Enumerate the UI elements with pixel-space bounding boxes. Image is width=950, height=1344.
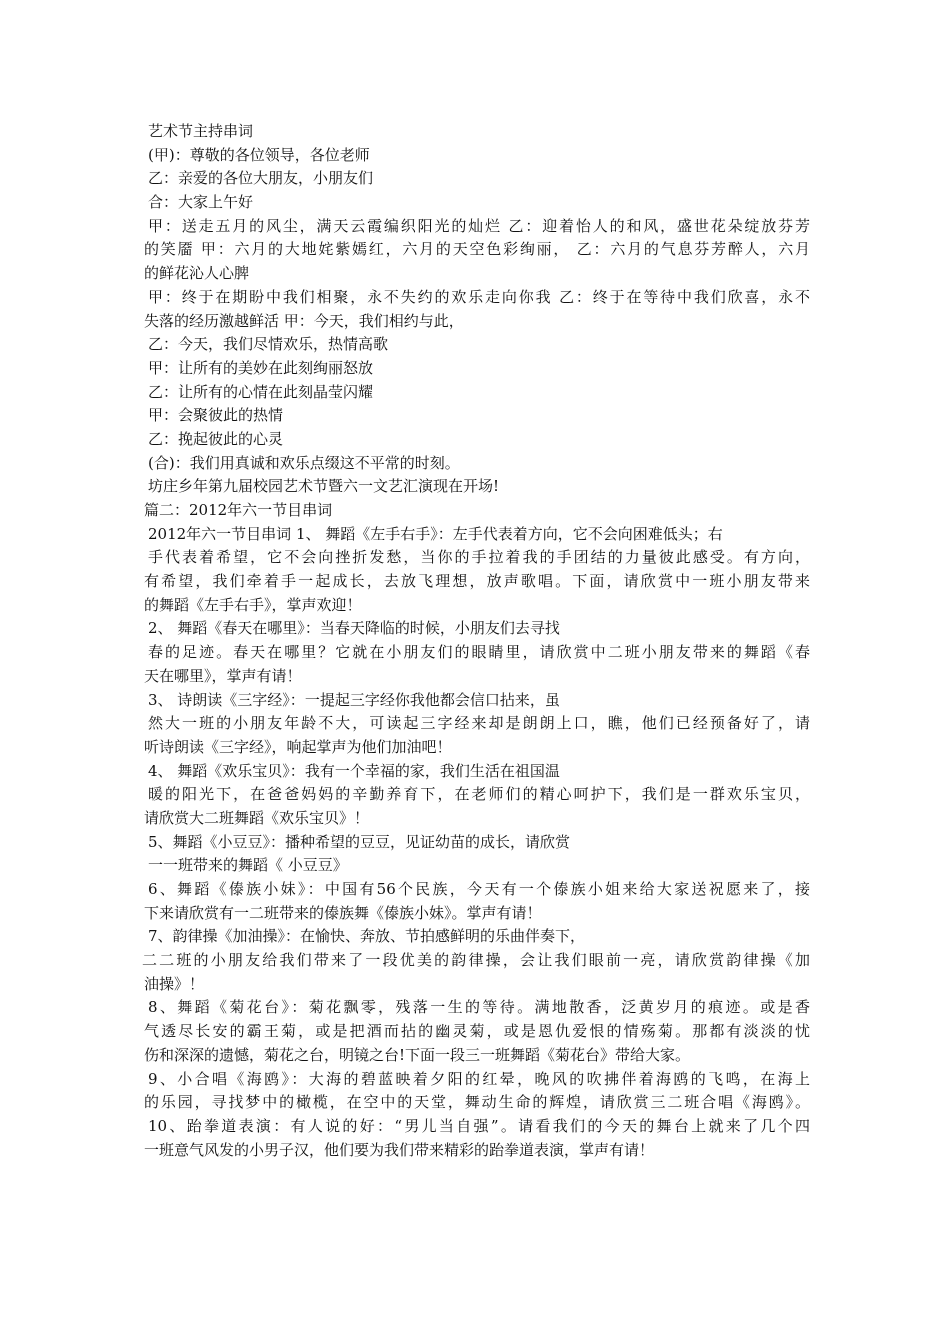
document-line: 天在哪里》，掌声有请！	[144, 666, 302, 685]
document-line: 一班意气风发的小男子汉，他们要为我们带来精彩的跆拳道表演，掌声有请！	[144, 1140, 655, 1159]
document-line: 7、韵律操《加油操》：在愉快、奔放、节拍感鲜明的乐曲伴奏下，	[148, 927, 586, 946]
document-page	[144, 120, 810, 1162]
document-line: 甲：会聚彼此的热情	[148, 406, 284, 425]
document-line: 然大一班的小朋友年龄不大，可读起三字经来却是朗朗上口，瞧，他们已经预备好了，请	[148, 714, 810, 733]
document-line: 乙：亲爱的各位大朋友，小朋友们	[148, 169, 374, 188]
document-line: 甲：让所有的美妙在此刻绚丽怒放	[148, 358, 374, 377]
document-line: 暖的阳光下，在爸爸妈妈的辛勤养育下，在老师们的精心呵护下，我们是一群欢乐宝贝，	[148, 785, 810, 804]
document-line: 2012年六一节目串词 1、 舞蹈《左手右手》：左手代表着方向，它不会向困难低头；右	[148, 524, 723, 543]
document-line: 乙：挽起彼此的心灵	[148, 429, 284, 448]
document-line: 2、 舞蹈《春天在哪里》：当春天降临的时候，小朋友们去寻找	[148, 619, 560, 638]
document-line: 有希望，我们牵着手一起成长，去放飞理想，放声歌唱。下面，请欣赏中一班小朋友带来	[144, 572, 810, 591]
document-line: 手代表着希望，它不会向挫折发愁，当你的手拉着我的手团结的力量彼此感受。有方向，	[148, 548, 810, 567]
document-line: 的乐园，寻找梦中的橄榄，在空中的天堂，舞动生命的辉煌，请欣赏三二班合唱《海鸥》。	[144, 1093, 810, 1112]
document-line: 春的足迹。春天在哪里？它就在小朋友们的眼睛里，请欣赏中二班小朋友带来的舞蹈《春	[148, 643, 810, 662]
document-line: 请欣赏大二班舞蹈《欢乐宝贝》！	[144, 808, 370, 827]
document-line: 篇二：2012年六一节目串词	[144, 501, 333, 519]
document-line: 艺术节主持串词	[148, 122, 254, 140]
document-line: 听诗朗读《三字经》，响起掌声为他们加油吧！	[144, 737, 452, 756]
document-line: 4、 舞蹈《欢乐宝贝》：我有一个幸福的家，我们生活在祖国温	[148, 761, 560, 780]
document-line: 甲：送走五月的风尘，满天云霞编织阳光的灿烂 乙：迎着怡人的和风，盛世花朵绽放芬芳	[148, 216, 810, 235]
document-line: 二二班的小朋友给我们带来了一段优美的韵律操，会让我们眼前一亮，请欣赏韵律操《加	[142, 951, 810, 970]
document-line: 伤和深深的遗憾，菊花之台，明镜之台!下面一段三一班舞蹈《菊花台》带给大家。	[144, 1045, 691, 1064]
document-line: 10、跆拳道表演：有人说的好：“男儿当自强”。请看我们的今天的舞台上就来了几个四	[148, 1116, 810, 1135]
document-line: 的笑靥 甲：六月的大地姹紫嫣红，六月的天空色彩绚丽， 乙：六月的气息芬芳醉人，六月	[144, 240, 810, 259]
document-line: 乙：今天，我们尽情欢乐，热情高歌	[148, 335, 389, 354]
document-line: 坊庄乡年第九届校园艺术节暨六一文艺汇演现在开场!	[148, 477, 500, 496]
document-line: 乙：让所有的心情在此刻晶莹闪耀	[148, 382, 374, 401]
document-line: 一一班带来的舞蹈《 小豆豆》	[148, 856, 348, 875]
document-line: 的舞蹈《左手右手》，掌声欢迎！	[144, 595, 362, 614]
document-line: 9、小合唱《海鸥》：大海的碧蓝映着夕阳的红晕，晚风的吹拂伴着海鸥的飞鸣，在海上	[148, 1069, 810, 1088]
document-line: 甲：终于在期盼中我们相聚，永不失约的欢乐走向你我 乙：终于在等待中我们欣喜，永不	[148, 287, 810, 306]
document-line: (合)：我们用真诚和欢乐点缀这不平常的时刻。	[148, 453, 460, 472]
document-line: 气透尽长安的霸王菊，或是把酒而拈的幽灵菊，或是恩仇爱恨的情殇菊。那都有淡淡的忧	[144, 1022, 810, 1041]
document-line: 3、 诗朗读《三字经》：一提起三字经你我他都会信口拈来，虽	[148, 690, 560, 709]
document-line: 8、舞蹈《菊花台》：菊花飘零，残落一生的等待。满地散香，泛黄岁月的痕迹。或是香	[148, 998, 810, 1017]
document-line: 油操》！	[144, 974, 205, 993]
document-line: 失落的经历激越鲜活 甲：今天，我们相约与此，	[144, 311, 464, 330]
document-line: 合：大家上午好	[148, 193, 254, 212]
document-line: (甲)：尊敬的各位领导，各位老师	[148, 145, 370, 164]
document-line: 6、舞蹈《傣族小妹》：中国有56个民族，今天有一个傣族小姐来给大家送祝愿来了，接	[148, 880, 810, 898]
document-line: 5、舞蹈《小豆豆》：播种希望的豆豆，见证幼苗的成长，请欣赏	[148, 832, 571, 851]
document-line: 下来请欣赏有一二班带来的傣族舞《傣族小妹》。掌声有请！	[144, 903, 542, 922]
document-line: 的鲜花沁人心脾	[144, 264, 250, 283]
